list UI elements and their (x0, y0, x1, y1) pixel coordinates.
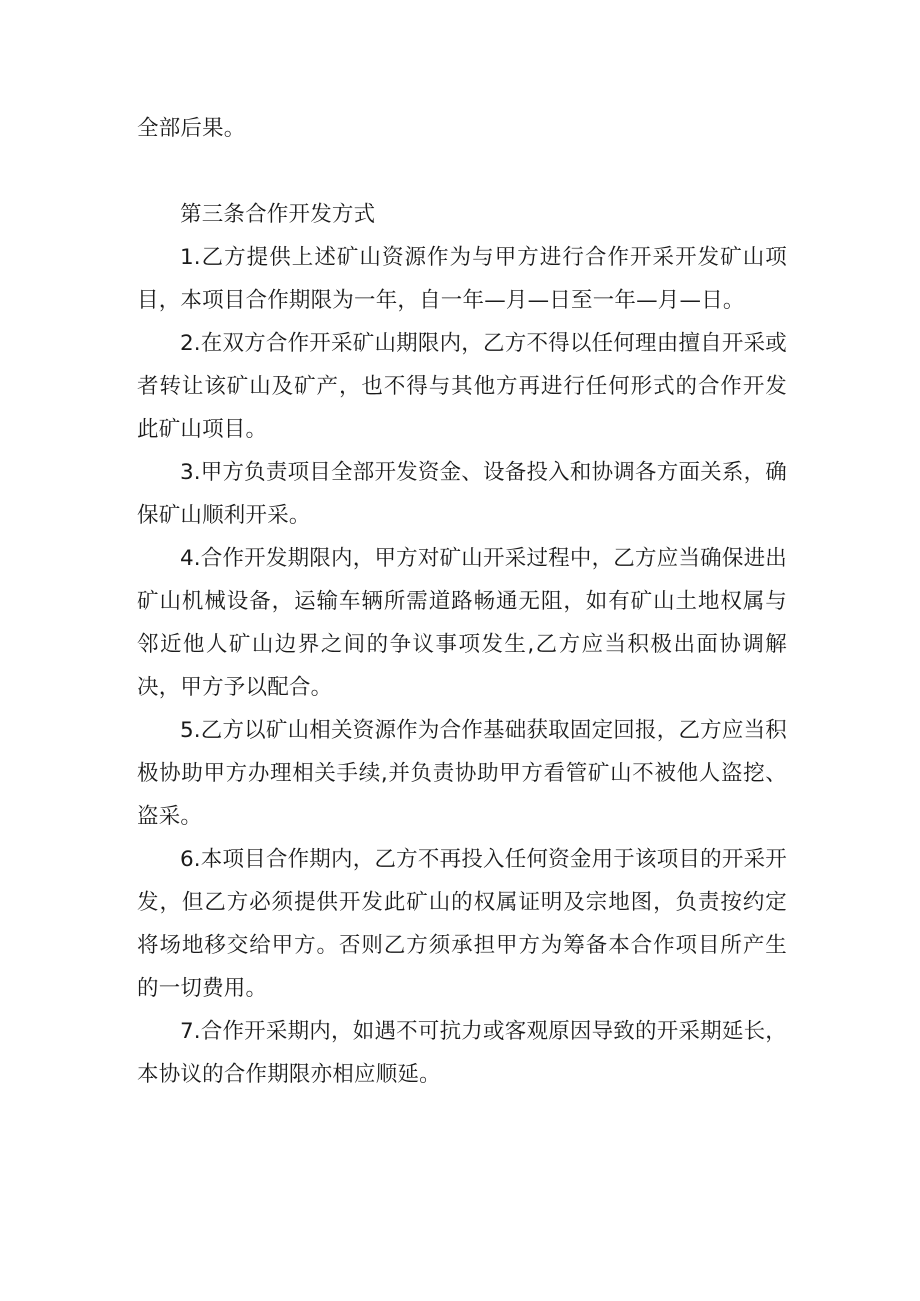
clause-text: .合作开发期限内，甲方对矿山开采过程中，乙方应当确保进出矿山机械设备，运输车辆所需道路畅通无阻，如有矿山土地权属与邻近他人矿山边界之间的争议事项发生,乙方应当积极出面协调解决，甲方予以配合。 (137, 546, 787, 700)
clause-text: .在双方合作开采矿山期限内，乙方不得以任何理由擅自开采或者转让该矿山及矿产，也不得与其他方再进行任何形式的合作开发此矿山项目。 (137, 331, 787, 442)
clause-text: .本项目合作期内，乙方不再投入任何资金用于该项目的开采开发，但乙方必须提供开发此矿山的权属证明及宗地图，负责按约定将场地移交给甲方。否则乙方须承担甲方为筹备本合作项目所产生的一切费用。 (137, 847, 787, 1001)
document-body (137, 107, 787, 1096)
clause-6 (137, 838, 787, 1010)
clause-number: 3 (180, 460, 194, 485)
clause-text: .合作开采期内，如遇不可抗力或客观原因导致的开采期延长，本协议的合作期限亦相应顺延。 (137, 1019, 787, 1087)
clause-number: 2 (180, 331, 194, 356)
clause-5 (137, 709, 787, 838)
clause-number: 5 (180, 718, 194, 743)
clause-7 (137, 1010, 787, 1096)
clause-text: .乙方以矿山相关资源作为合作基础获取固定回报，乙方应当积极协助甲方办理相关手续,并负责协助甲方看管矿山不被他人盗挖、盗采。 (137, 718, 787, 829)
clause-1 (137, 236, 787, 322)
clause-number: 6 (180, 847, 194, 872)
section-heading: 第三条合作开发方式 (180, 202, 376, 227)
clause-2 (137, 322, 787, 451)
clause-3 (137, 451, 787, 537)
clause-text: .乙方提供上述矿山资源作为与甲方进行合作开采开发矿山项目，本项目合作期限为一年，自一年—月—日至一年—月—日。 (137, 245, 787, 313)
clause-number: 1 (180, 245, 194, 270)
clause-text: .甲方负责项目全部开发资金、设备投入和协调各方面关系，确保矿山顺利开采。 (137, 460, 787, 528)
carryover-paragraph: 全部后果。 (137, 116, 246, 141)
clause-number: 4 (180, 546, 194, 571)
clause-number: 7 (180, 1019, 194, 1044)
clause-4 (137, 537, 787, 709)
